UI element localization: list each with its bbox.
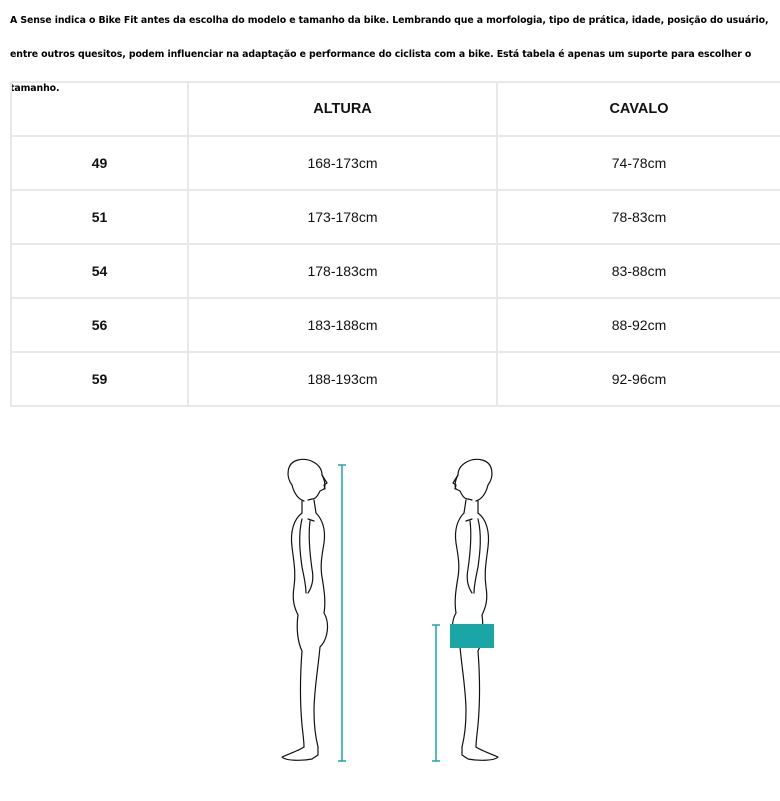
size-cell: 49 — [11, 136, 188, 190]
cavalo-cell: 74-78cm — [497, 136, 780, 190]
cavalo-cell: 92-96cm — [497, 352, 780, 406]
altura-cell: 188-193cm — [188, 352, 497, 406]
cavalo-cell: 78-83cm — [497, 190, 780, 244]
altura-cell: 183-188cm — [188, 298, 497, 352]
table-header-row — [11, 82, 780, 136]
table-row — [11, 244, 780, 298]
size-cell: 54 — [11, 244, 188, 298]
body-outline-height-icon — [272, 455, 362, 775]
altura-cell: 173-178cm — [188, 190, 497, 244]
table-row — [11, 298, 780, 352]
cavalo-cell: 88-92cm — [497, 298, 780, 352]
header-cavalo: CAVALO — [497, 82, 780, 136]
size-cell: 51 — [11, 190, 188, 244]
height-measurement-figure — [272, 455, 362, 775]
cavalo-cell: 83-88cm — [497, 244, 780, 298]
saddle-block-icon — [450, 624, 494, 648]
size-cell: 59 — [11, 352, 188, 406]
altura-cell: 168-173cm — [188, 136, 497, 190]
intro-paragraph: A Sense indica o Bike Fit antes da escolha do modelo e tamanho da bike. Lembrando que a morfologia, tipo de prática, idade, posição do usuário, entre outros quesitos, podem influenciar na adaptação e performance do ciclista com a bike. Está tabela é apenas um suporte para escolher o tamanho. — [10, 15, 769, 94]
body-outline-inseam-icon — [428, 455, 518, 775]
table-row — [11, 352, 780, 406]
size-cell: 56 — [11, 298, 188, 352]
table-row — [11, 190, 780, 244]
header-altura: ALTURA — [188, 82, 497, 136]
size-table — [10, 81, 780, 407]
header-size — [11, 82, 188, 136]
table-row — [11, 136, 780, 190]
inseam-measurement-figure — [428, 455, 518, 775]
altura-cell: 178-183cm — [188, 244, 497, 298]
